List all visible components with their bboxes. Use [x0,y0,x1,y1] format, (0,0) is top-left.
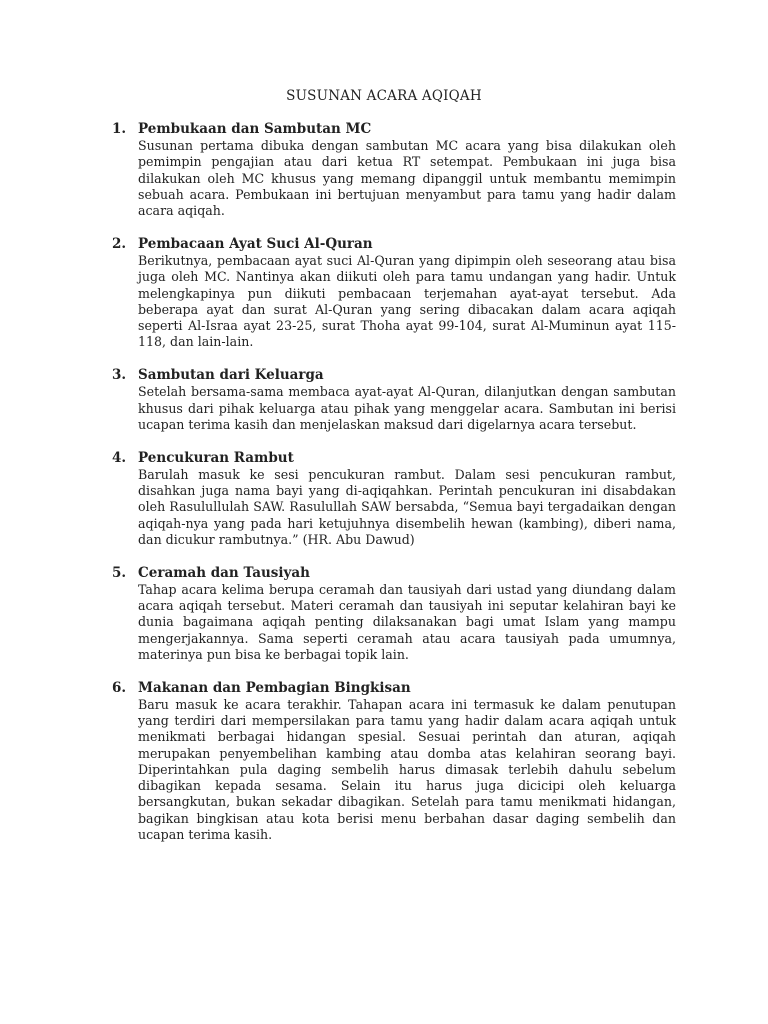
section-heading [112,367,676,384]
section-title: Makanan dan Pembagian Bingkisan [138,679,411,696]
section-item [112,367,676,433]
section-body: Barulah masuk ke sesi pencukuran rambut. Dalam sesi pencukuran rambut, disahkan juga nama bayi yang di-aqiqahkan. Perintah pencukuran ini disabdakan oleh Rasulullulah SAW. Rasulullah SAW bersabda, “Semua bayi tergadaikan dengan aqiqah-nya yang pada hari ketujuhnya disembelih hewan (kambing), diberi nama, dan dicukur rambutnya.” (HR. Abu Dawud) [138,466,676,547]
section-number: 6. [112,679,127,696]
section-item [112,121,676,219]
document-title: SUSUNAN ACARA AQIQAH [286,88,482,104]
section-number: 3. [112,367,127,384]
section-body: Susunan pertama dibuka dengan sambutan MC acara yang bisa dilakukan oleh pemimpin pengajian atau dari ketua RT setempat. Pembukaan ini juga bisa dilakukan oleh MC khusus yang memang dipanggil untuk membantu memimpin sebuah acara. Pembukaan ini bertujuan menyambut para tamu yang hadir dalam acara aqiqah. [138,138,676,219]
section-item [112,680,676,844]
section-number: 5. [112,564,127,581]
section-body: Berikutnya, pembacaan ayat suci Al-Quran yang dipimpin oleh seseorang atau bisa juga oleh MC. Nantinya akan diikuti oleh para tamu undangan yang hadir. Untuk melengkapinya pun diikuti pembacaan terjemahan ayat-ayat tersebut. Ada beberapa ayat dan surat Al-Quran yang sering dibacakan dalam acara aqiqah seperti Al-Israa ayat 23-25, surat Thoha ayat 99-104, surat Al-Muminun ayat 115-118, dan lain-lain. [138,252,676,350]
section-number: 1. [112,121,127,137]
section-item [112,565,676,663]
section-body: Setelah bersama-sama membaca ayat-ayat Al-Quran, dilanjutkan dengan sambutan khusus dari pihak keluarga atau pihak yang menggelar acara. Sambutan ini berisi ucapan terima kasih dan menjelaskan maksud dari digelarnya acara tersebut. [138,384,676,432]
section-heading [112,565,676,582]
section-heading [112,121,676,138]
section-list [112,121,676,860]
section-body: Baru masuk ke acara terakhir. Tahapan acara ini termasuk ke dalam penutupan yang terdiri dari mempersilakan para tamu yang hadir dalam acara aqiqah untuk menikmati berbagai hidangan spesial. Sesuai perintah dan aturan, aqiqah merupakan penyembelihan kambing atau domba atas kelahiran seorang bayi. Diperintahkan pula daging sembelih harus dimasak terlebih dahulu sebelum dibagikan kepada sesama. Selain itu harus juga dicicipi oleh keluarga bersangkutan, bukan sekadar dibagikan. Setelah para tamu menikmati hidangan, bagikan bingkisan atau kota berisi menu berbahan dasar daging sembelih dan ucapan terima kasih. [138,696,676,842]
section-title: Pencukuran Rambut [138,449,294,466]
section-item [112,450,676,548]
section-heading [112,236,676,253]
section-number: 4. [112,449,127,466]
section-item [112,236,676,351]
section-heading [112,680,676,697]
section-title: Pembukaan dan Sambutan MC [138,121,372,137]
section-title: Ceramah dan Tausiyah [138,564,310,581]
section-body: Tahap acara kelima berupa ceramah dan tausiyah dari ustad yang diundang dalam acara aqiqah tersebut. Materi ceramah dan tausiyah ini seputar kelahiran bayi ke dunia bagaimana aqiqah penting dilaksanakan bagi umat Islam yang mampu mengerjakannya. Sama seperti ceramah atau acara tausiyah pada umumnya, materinya pun bisa ke berbagai topik lain. [138,581,676,662]
section-title: Pembacaan Ayat Suci Al-Quran [138,235,373,252]
section-number: 2. [112,235,127,252]
section-heading [112,450,676,467]
section-title: Sambutan dari Keluarga [138,367,324,384]
